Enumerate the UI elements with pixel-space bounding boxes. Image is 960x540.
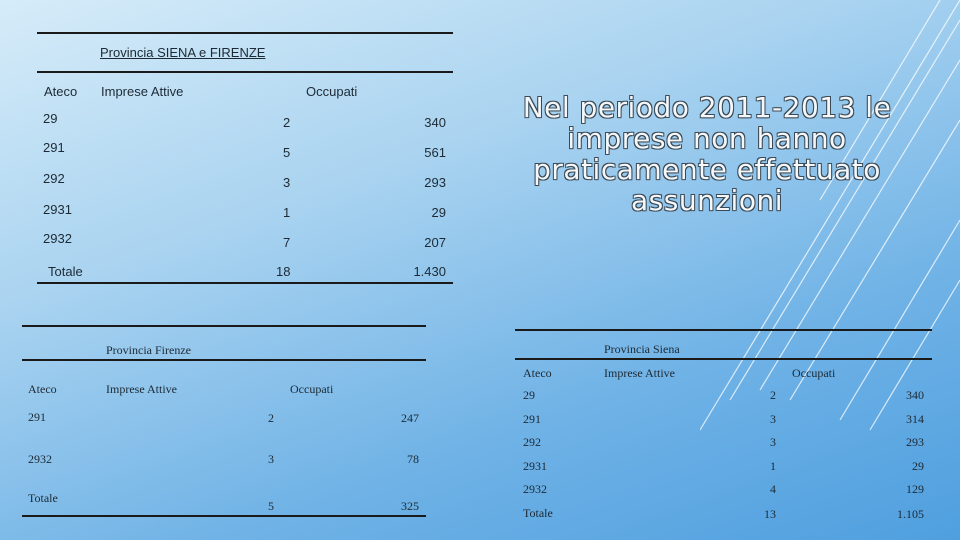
cell-occupati: 314 [906,412,924,426]
cell-imprese: 1 [283,205,291,220]
column-header-occupati: Occupati [290,382,334,396]
column-header-imprese: Imprese Attive [101,84,184,99]
cell-ateco: 2931 [43,202,72,217]
table-title-firenze: Provincia Firenze [106,343,191,357]
cell-imprese: 3 [268,452,274,466]
cell-occupati: 340 [424,115,446,130]
total-occupati: 1.105 [897,507,924,521]
cell-occupati: 247 [401,411,419,425]
cell-ateco: 292 [523,435,541,449]
cell-ateco: 2932 [28,452,52,466]
column-header-ateco: Ateco [523,366,552,380]
column-header-ateco: Ateco [44,84,78,99]
cell-ateco: 2932 [523,482,547,496]
total-label: Totale [48,264,83,279]
cell-occupati: 78 [407,452,419,466]
cell-ateco: 29 [523,388,535,402]
cell-occupati: 207 [424,235,446,250]
cell-occupati: 29 [912,459,924,473]
cell-imprese: 3 [283,175,291,190]
cell-imprese: 2 [268,411,274,425]
total-label: Totale [523,506,553,520]
cell-occupati: 29 [431,205,446,220]
total-imprese: 18 [276,264,291,279]
column-header-occupati: Occupati [306,84,358,99]
cell-occupati: 293 [906,435,924,449]
total-label: Totale [28,491,58,505]
cell-occupati: 561 [424,145,446,160]
cell-imprese: 7 [283,235,291,250]
cell-ateco: 2931 [523,459,547,473]
cell-imprese: 4 [770,482,776,496]
cell-imprese: 2 [770,388,776,402]
cell-ateco: 29 [43,111,58,126]
cell-occupati: 293 [424,175,446,190]
cell-imprese: 3 [770,435,776,449]
cell-ateco: 2932 [43,231,72,246]
total-occupati: 1.430 [413,264,446,279]
cell-imprese: 1 [770,459,776,473]
cell-ateco: 291 [43,140,65,155]
cell-occupati: 129 [906,482,924,496]
cell-imprese: 3 [770,412,776,426]
column-header-imprese: Imprese Attive [604,366,675,380]
headline-text: Nel periodo 2011-2013 le imprese non hanno praticamente effettuato assunzioni [522,91,892,217]
cell-occupati: 340 [906,388,924,402]
total-imprese: 5 [268,499,274,513]
cell-imprese: 5 [283,145,291,160]
column-header-imprese: Imprese Attive [106,382,177,396]
column-header-occupati: Occupati [792,366,836,380]
table-title-siena-firenze: Provincia SIENA e FIRENZE [100,45,266,60]
total-imprese: 13 [764,507,776,521]
total-occupati: 325 [401,499,419,513]
cell-imprese: 2 [283,115,291,130]
table-title-siena: Provincia Siena [604,342,680,356]
cell-ateco: 291 [523,412,541,426]
column-header-ateco: Ateco [28,382,57,396]
cell-ateco: 292 [43,171,65,186]
cell-ateco: 291 [28,410,46,424]
